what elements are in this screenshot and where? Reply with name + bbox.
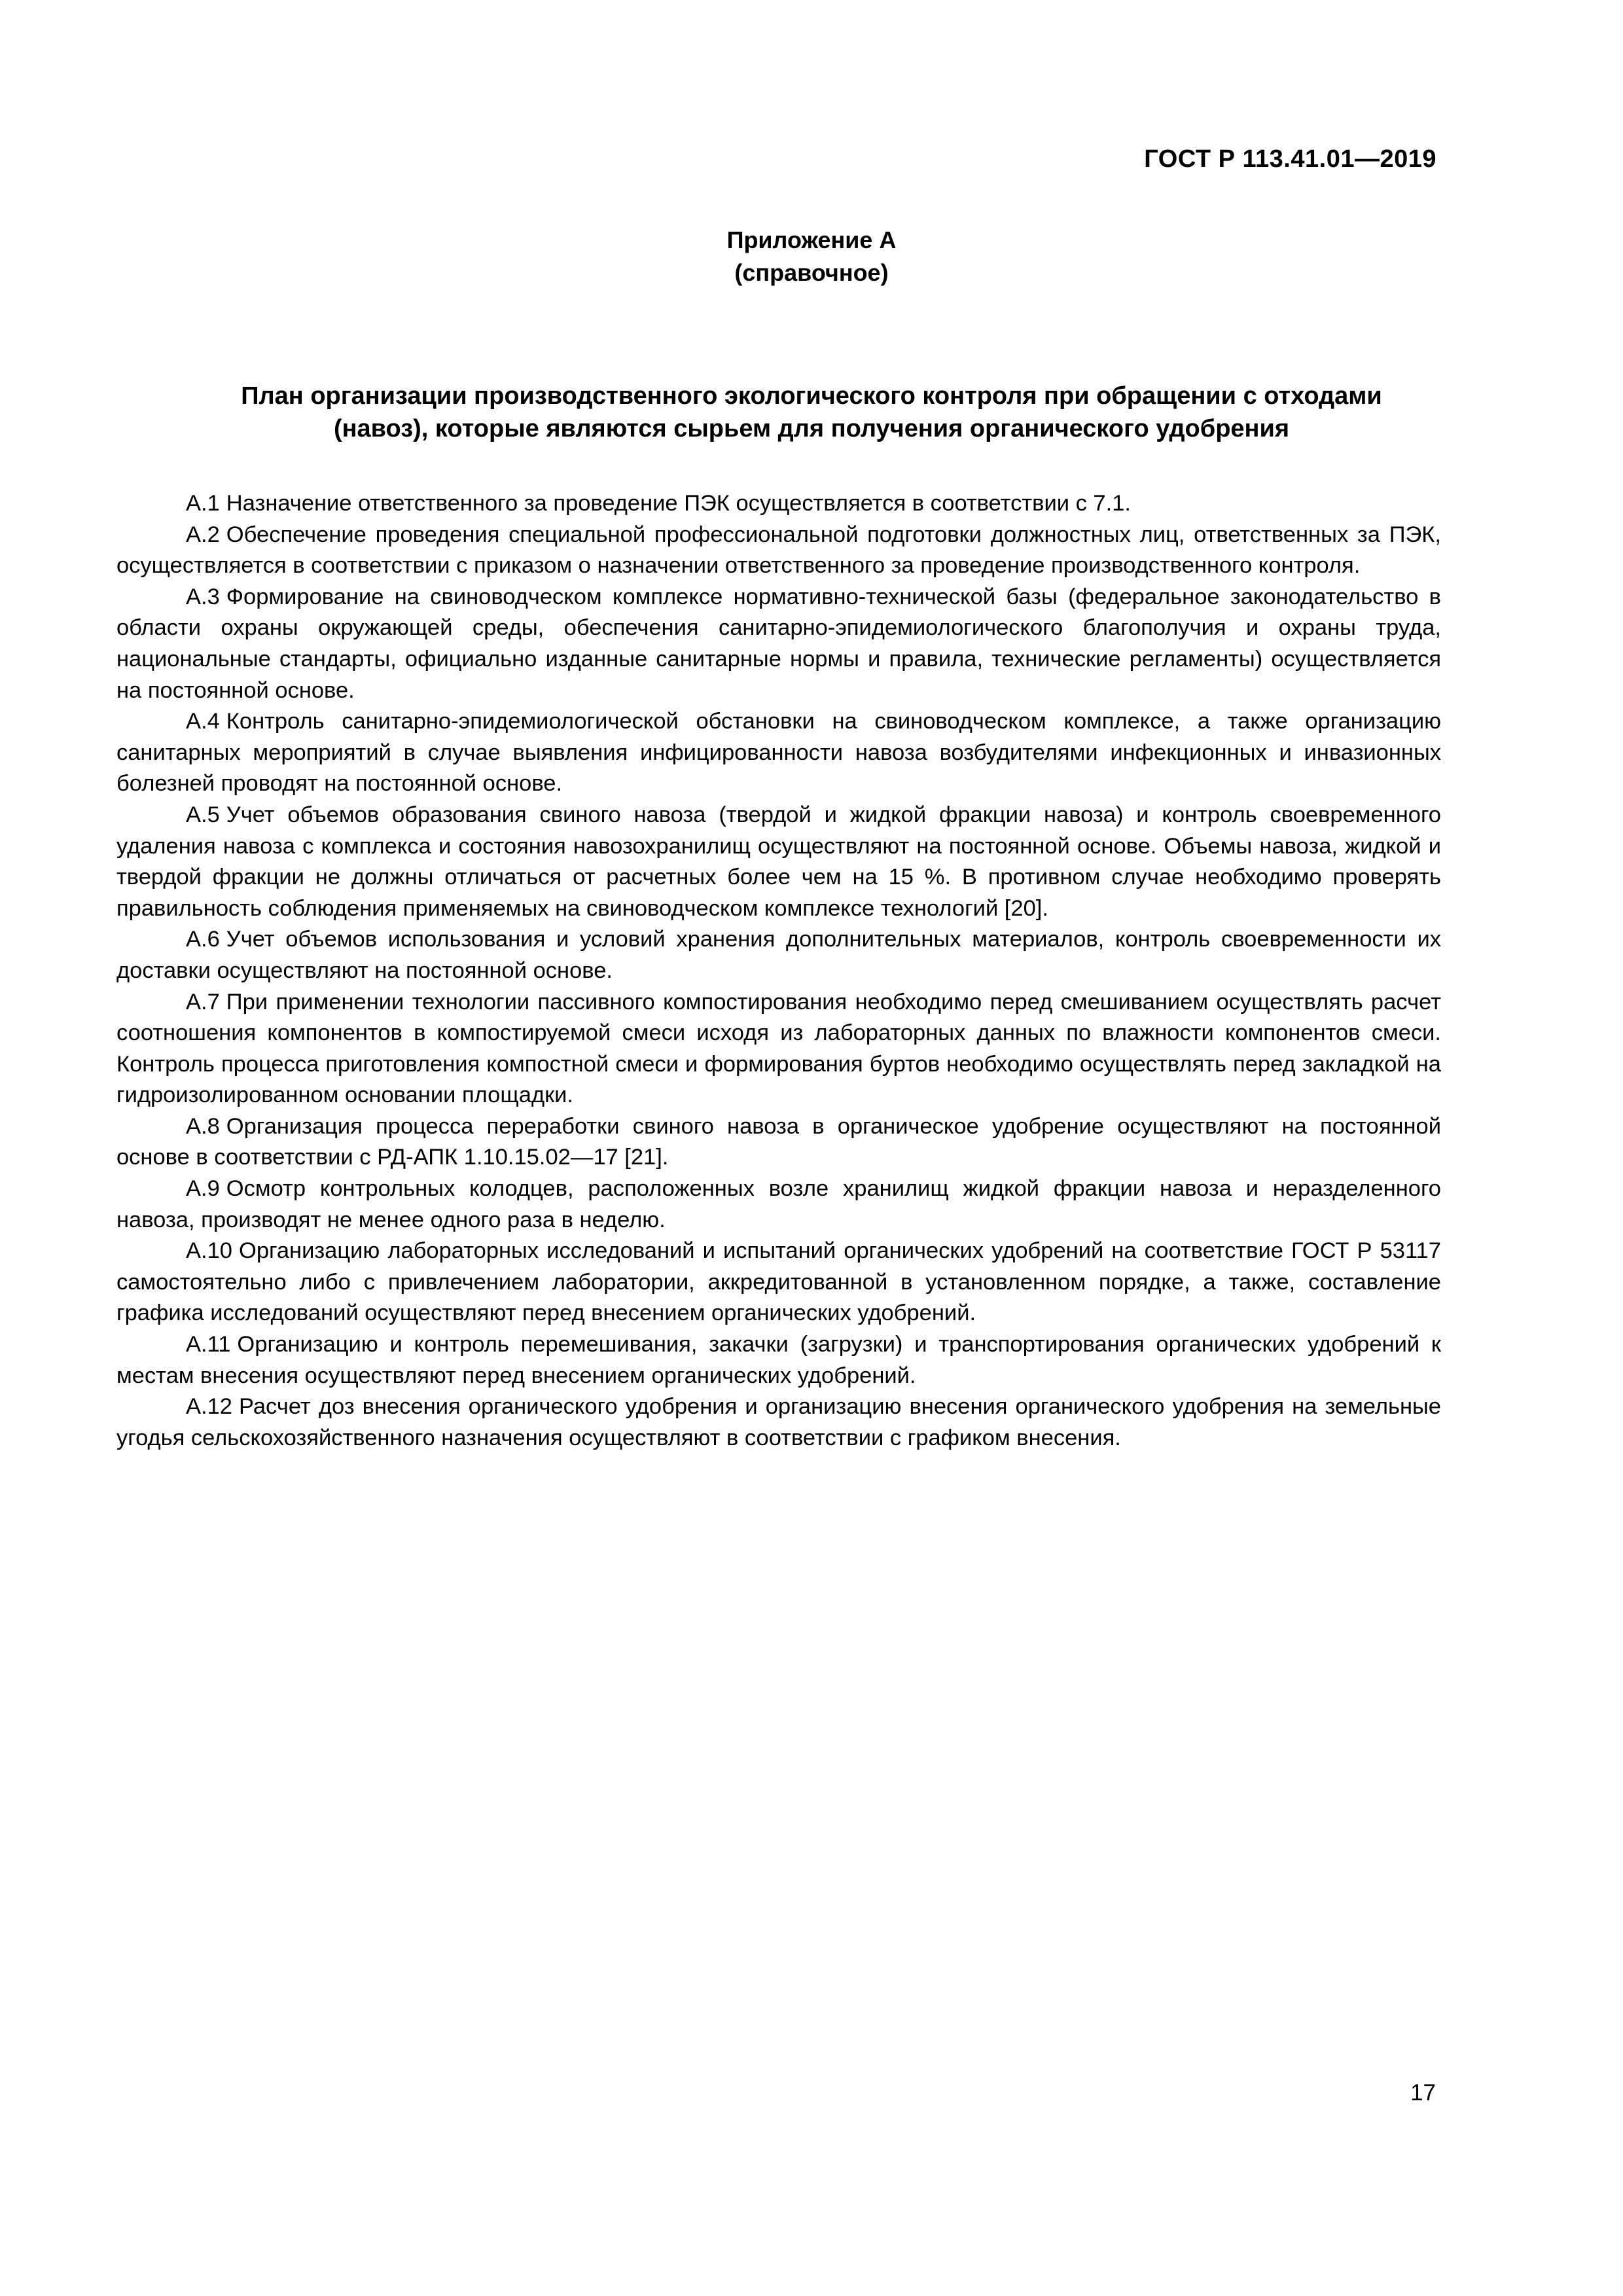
appendix-type: (справочное) bbox=[734, 259, 889, 286]
paragraph-text: Организацию лабораторных исследований и испытаний органических удобрений на соответствие ГОСТ Р 53117 самостоятельно либо с привлечением лаборатории, аккредитованной в установленном порядке, а также, составление графика исследований осуществляют перед внесением органических удобрений. bbox=[116, 1238, 1441, 1326]
paragraph-a2 bbox=[116, 520, 1441, 582]
paragraph-a1 bbox=[116, 488, 1441, 520]
paragraph-number: А.1 bbox=[186, 491, 220, 516]
paragraph-text: Расчет доз внесения органического удобрения и организацию внесения органического удобрения на земельные угодья сельскохозяйственного назначения осуществляют в соответствии с графиком внесения. bbox=[116, 1394, 1441, 1450]
paragraph-text: Организацию и контроль перемешивания, закачки (загрузки) и транспортирования органических удобрений к местам внесения осуществляют перед внесением органических удобрений. bbox=[116, 1332, 1441, 1388]
paragraph-number: А.4 bbox=[186, 709, 220, 734]
document-id: ГОСТ Р 113.41.01—2019 bbox=[1144, 145, 1436, 173]
paragraph-a9 bbox=[116, 1174, 1441, 1236]
paragraph-text: Назначение ответственного за проведение ПЭК осуществляется в соответствии с 7.1. bbox=[226, 491, 1131, 516]
paragraph-number: А.9 bbox=[186, 1176, 220, 1202]
page-number: 17 bbox=[1410, 2080, 1436, 2106]
paragraph-a5 bbox=[116, 800, 1441, 924]
paragraph-number: А.11 bbox=[186, 1332, 231, 1357]
paragraph-number: А.10 bbox=[186, 1238, 232, 1264]
section-title-line-2: (навоз), которые являются сырьем для получения органического удобрения bbox=[333, 415, 1290, 442]
paragraph-text: Организация процесса переработки свиного навоза в органическое удобрение осуществляют на постоянной основе в соответствии с РД-АПК 1.10.15.02—17 [21]. bbox=[116, 1113, 1441, 1170]
paragraph-text: Учет объемов образования свиного навоза (твердой и жидкой фракции навоза) и контроль своевременного удаления навоза с комплекса и состояния навозохранилищ осуществляют на постоянной основе. Объемы навоза, жидкой и твердой фракции не должны отличаться от расчетных более чем на 15 %. В противном случае необходимо проверять правильность соблюдения применяемых на свиноводческом комплексе технологий [20]. bbox=[116, 802, 1441, 921]
paragraph-text: Обеспечение проведения специальной профессиональной подготовки должностных лиц, ответственных за ПЭК, осуществляется в соответствии с приказом о назначении ответственного за проведение производственного контроля. bbox=[116, 522, 1441, 579]
paragraph-text: Контроль санитарно-эпидемиологической обстановки на свиноводческом комплексе, а также организацию санитарных мероприятий в случае выявления инфицированности навоза возбудителями инфекционных и инвазионных болезней проводят на постоянной основе. bbox=[116, 709, 1441, 797]
paragraph-a11 bbox=[116, 1329, 1441, 1391]
paragraph-text: Осмотр контрольных колодцев, расположенных возле хранилищ жидкой фракции навоза и неразделенного навоза, производят не менее одного раза в неделю. bbox=[116, 1176, 1441, 1232]
paragraph-text: При применении технологии пассивного компостирования необходимо перед смешиванием осуществлять расчет соотношения компонентов в компостируемой смеси исходя из лабораторных данных по влажности компонентов смеси. Контроль процесса приготовления компостной смеси и формирования буртов необходимо осуществлять перед закладкой на гидроизолированном основании площадки. bbox=[116, 989, 1441, 1108]
section-title-line-1: План организации производственного экологического контроля при обращении с отходами bbox=[241, 382, 1382, 410]
paragraph-number: А.2 bbox=[186, 522, 220, 547]
paragraph-a7 bbox=[116, 987, 1441, 1111]
paragraph-number: А.5 bbox=[186, 802, 220, 827]
paragraph-a8 bbox=[116, 1111, 1441, 1174]
paragraph-number: А.3 bbox=[186, 584, 220, 609]
section-title bbox=[131, 380, 1492, 445]
appendix-heading bbox=[0, 224, 1623, 289]
paragraph-text: Учет объемов использования и условий хранения дополнительных материалов, контроль своевременности их доставки осуществляют на постоянной основе. bbox=[116, 927, 1441, 983]
paragraph-a6 bbox=[116, 924, 1441, 986]
paragraph-number: А.8 bbox=[186, 1113, 220, 1139]
paragraph-a12 bbox=[116, 1391, 1441, 1454]
paragraph-text: Формирование на свиноводческом комплексе нормативно-технической базы (федеральное законодательство в области охраны окружающей среды, обеспечения санитарно-эпидемиологического благополучия и охраны труда, национальные стандарты, официально изданные санитарные нормы и правила, технические регламенты) осуществляется на постоянной основе. bbox=[116, 584, 1441, 703]
paragraph-number: А.6 bbox=[186, 927, 220, 952]
body-text bbox=[116, 488, 1441, 1454]
paragraph-a10 bbox=[116, 1236, 1441, 1329]
paragraph-a4 bbox=[116, 706, 1441, 800]
paragraph-a3 bbox=[116, 582, 1441, 706]
paragraph-number: А.12 bbox=[186, 1394, 232, 1420]
appendix-label: Приложение А bbox=[726, 226, 897, 253]
paragraph-number: А.7 bbox=[186, 989, 220, 1014]
